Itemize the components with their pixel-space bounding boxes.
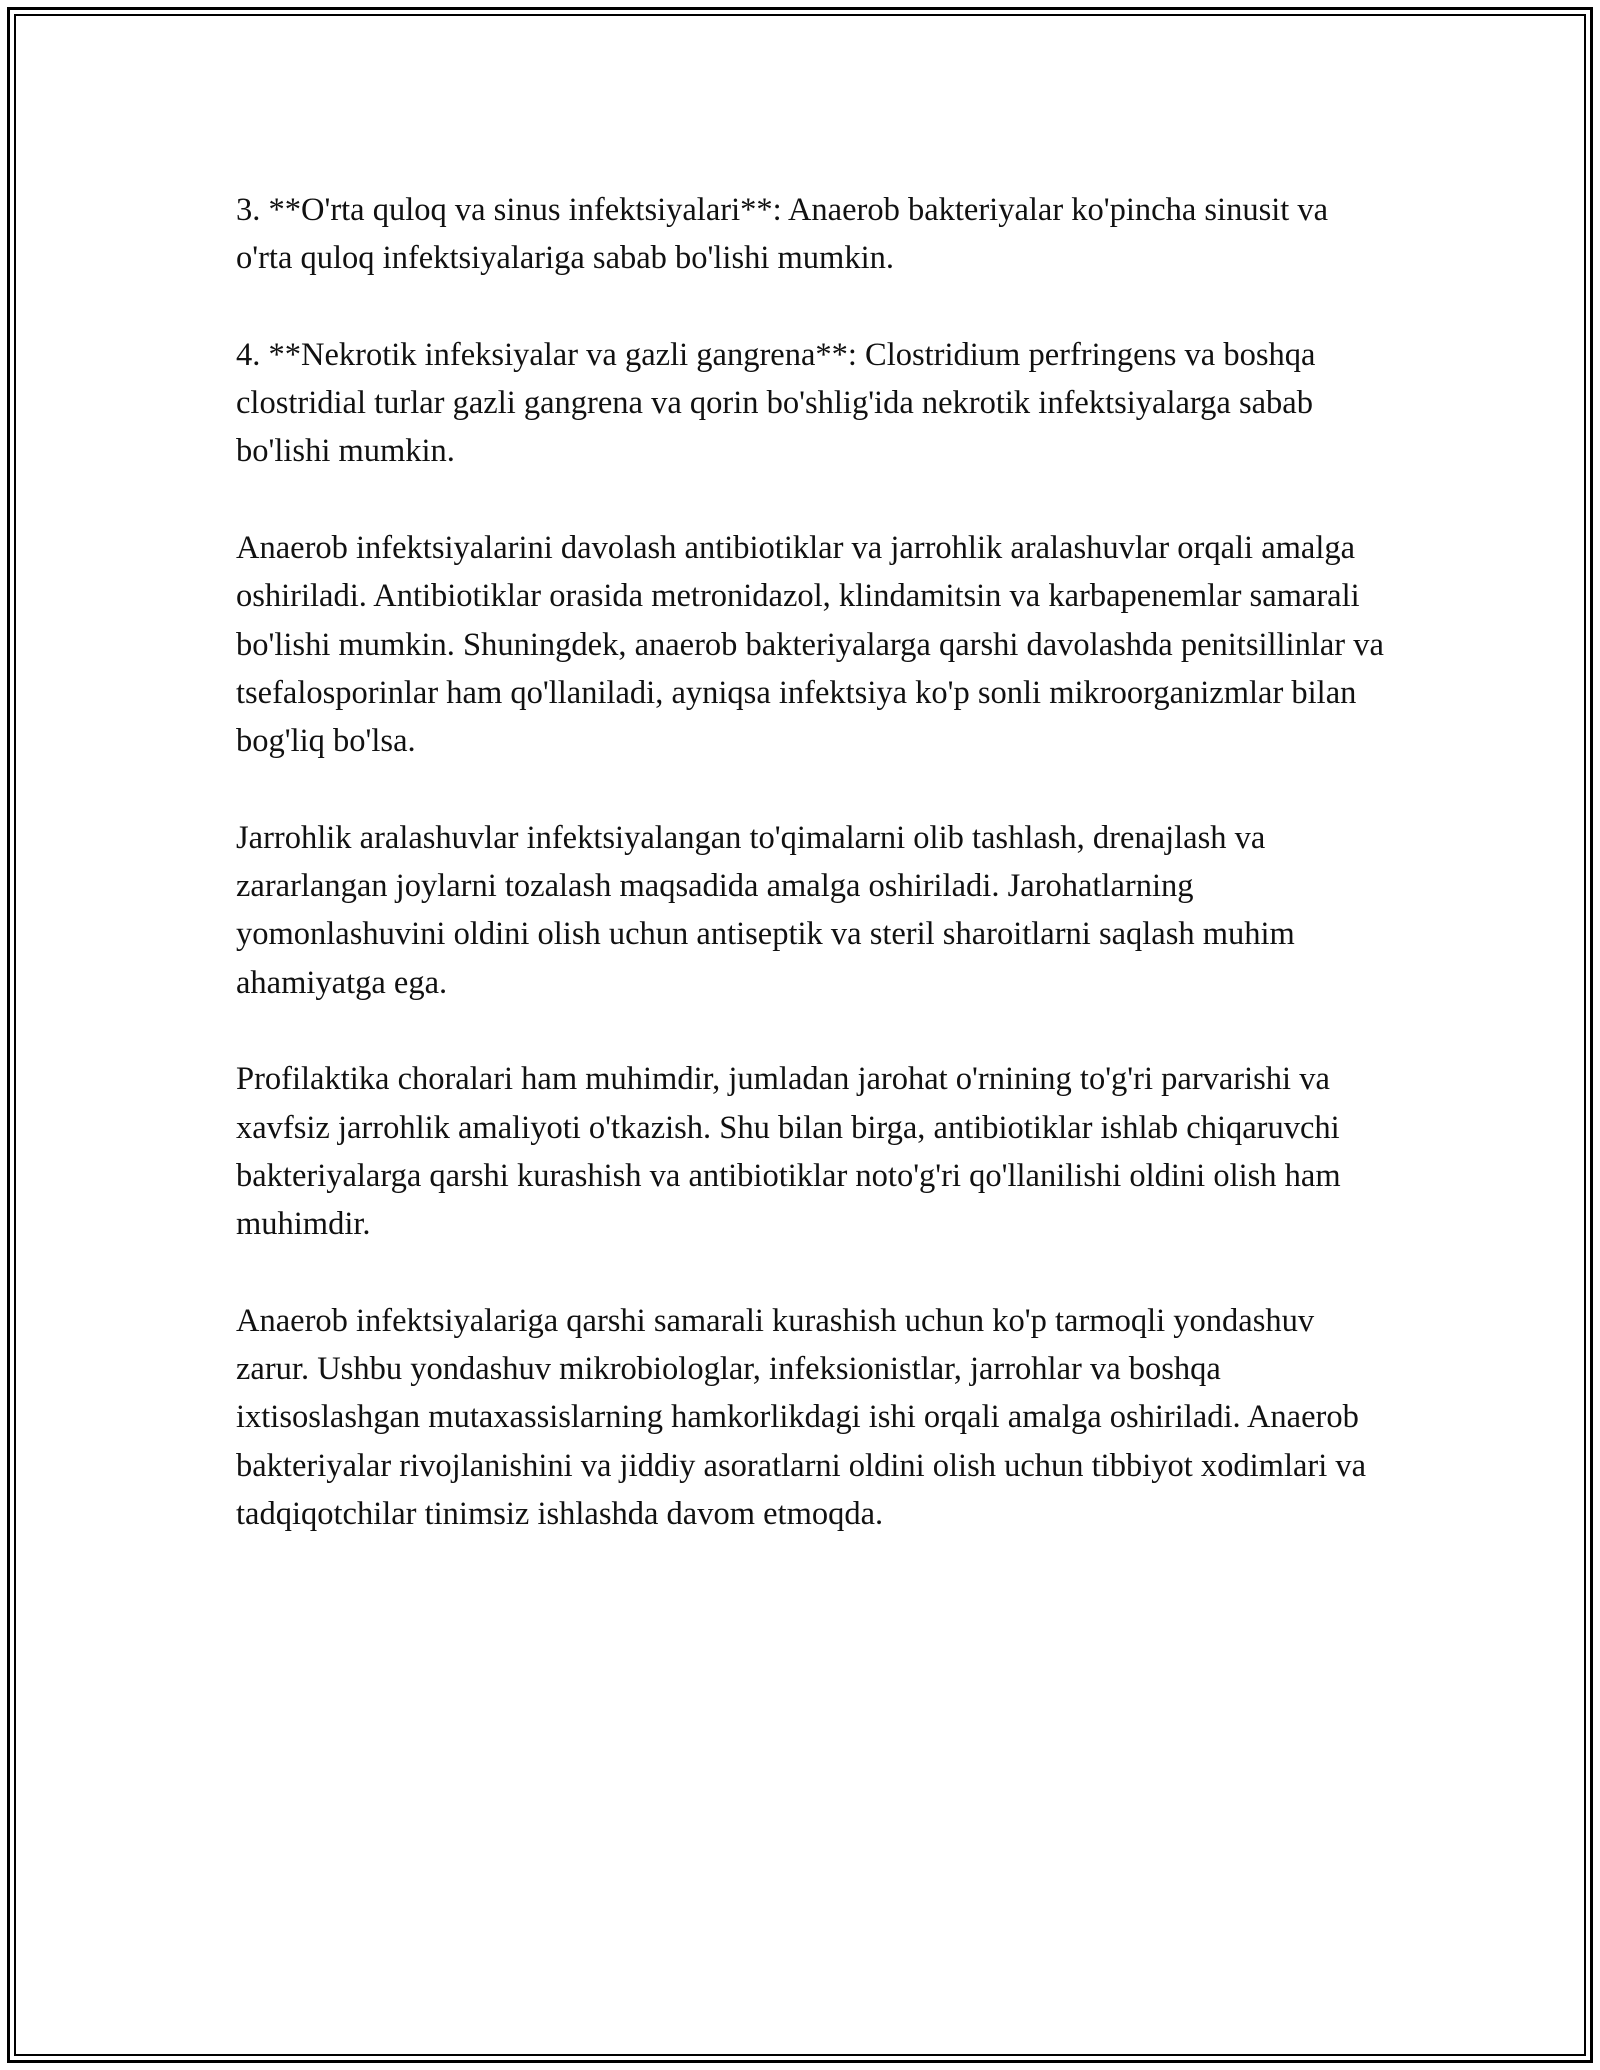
paragraph-prophylaxis: Profilaktika choralari ham muhimdir, jumladan jarohat o'rnining to'g'ri parvarishi va xavfsiz jarrohlik amaliyoti o'tkazish. Shu bilan birga, antibiotiklar ishlab chiqaruvchi bakteriyalarga qarshi kurashish va antibiotiklar noto'g'ri qo'llanilishi oldini olish ham muhimdir.: [236, 1061, 1341, 1243]
paragraph-necrotic-gangrene: 4. **Nekrotik infeksiyalar va gazli gangrena**: Clostridium perfringens va boshqa clostridial turlar gazli gangrena va qorin bo'shlig'ida nekrotik infektsiyalarga sabab bo'lishi mumkin.: [236, 336, 1316, 470]
paragraph-surgical-intervention: Jarrohlik aralashuvlar infektsiyalangan to'qimalarni olib tashlash, drenajlash va zararlangan joylarni tozalash maqsadida amalga oshiriladi. Jarohatlarning yomonlashuvini oldini olish uchun antiseptik va steril sharoitlarni saqlash muhim ahamiyatga ega.: [236, 819, 1295, 1001]
document-body: [236, 186, 1386, 1538]
paragraph-antibiotic-treatment: Anaerob infektsiyalarini davolash antibiotiklar va jarrohlik aralashuvlar orqali amalga oshiriladi. Antibiotiklar orasida metronidazol, klindamitsin va karbapenemlar samarali bo'lishi mumkin. Shuningdek, anaerob bakteriyalarga qarshi davolashda penitsillinlar va tsefalosporinlar ham qo'llaniladi, ayniqsa infektsiya ko'p sonli mikroorganizmlar bilan bog'liq bo'lsa.: [236, 530, 1384, 760]
paragraph-multidisciplinary-approach: Anaerob infektsiyalariga qarshi samarali kurashish uchun ko'p tarmoqli yondashuv zarur. Ushbu yondashuv mikrobiologlar, infeksionistlar, jarrohlar va boshqa ixtisoslashgan mutaxassislarning hamkorlikdagi ishi orqali amalga oshiriladi. Anaerob bakteriyalar rivojlanishini va jiddiy asoratlarni oldini olish uchun tibbiyot xodimlari va tadqiqotchilar tinimsiz ishlashda davom etmoqda.: [236, 1302, 1367, 1533]
paragraph-ear-sinus-infections: 3. **O'rta quloq va sinus infektsiyalari**: Anaerob bakteriyalar ko'pincha sinusit va o'rta quloq infektsiyalariga sabab bo'lishi mumkin.: [236, 192, 1329, 277]
